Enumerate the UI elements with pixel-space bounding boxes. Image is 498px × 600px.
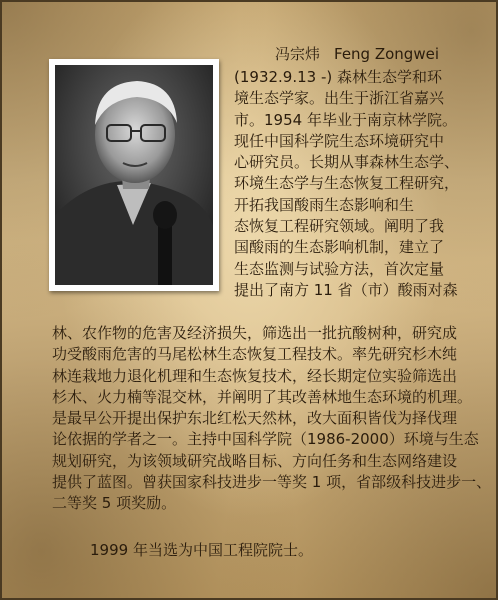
bio-line: 功受酸雨危害的马尾松林生态恢复工程技术。率先研究杉木纯 <box>52 345 458 364</box>
name-heading <box>275 44 439 65</box>
bio-line: 心研究员。长期从事森林生态学、 <box>234 153 460 172</box>
bio-line: 现任中国科学院生态环境研究中 <box>234 131 445 150</box>
portrait-photo <box>55 65 213 285</box>
bio-line: 境生态学家。出生于浙江省嘉兴 <box>234 89 445 108</box>
bio-line: 规划研究，为该领域研究战略目标、方向任务和生态网络建设 <box>52 451 458 470</box>
bio-line: 提供了蓝图。曾获国家科技进步一等奖 1 项，省部级科技进步一、 <box>52 473 492 492</box>
bio-line: 环境生态学与生态恢复工程研究， <box>234 174 460 193</box>
bio-right-column <box>234 67 459 301</box>
bio-line: 林连栽地力退化机理和生态恢复技术，经长期定位实验筛选出 <box>52 366 458 385</box>
bio-line: 生态监测与试验方法，首次定量 <box>234 259 445 278</box>
academician-paragraph: 1999 年当选为中国工程院院士。 <box>90 541 313 559</box>
portrait-frame <box>49 59 219 291</box>
bio-full-width-paragraph <box>52 323 491 515</box>
bio-line: 态恢复工程研究领域。阐明了我 <box>234 217 445 236</box>
bio-line: 杉木、火力楠等混交林，并阐明了其改善林地生态环境的机理。 <box>52 387 473 406</box>
name-english: Feng Zongwei <box>334 45 439 63</box>
bio-line: 是最早公开提出保护东北红松天然林，改大面积皆伐为择伐理 <box>52 409 458 428</box>
bio-line: 提出了南方 11 省（市）酸雨对森 <box>234 280 458 299</box>
bio-line: 林、农作物的危害及经济损失，筛选出一批抗酸树种，研究成 <box>52 324 458 342</box>
bio-line: 二等奖 5 项奖励。 <box>52 494 177 513</box>
bio-line: 开拓我国酸雨生态影响和生 <box>234 195 415 214</box>
bio-line: 市。1954 年毕业于南京林学院。 <box>234 110 457 129</box>
bio-line: (1932.9.13 -) 森林生态学和环 <box>234 68 442 86</box>
bio-line: 论依据的学者之一。主持中国科学院（1986-2000）环境与生态 <box>52 430 479 449</box>
name-chinese: 冯宗炜 <box>275 45 321 63</box>
bio-line: 国酸雨的生态影响机制，建立了 <box>234 238 445 257</box>
